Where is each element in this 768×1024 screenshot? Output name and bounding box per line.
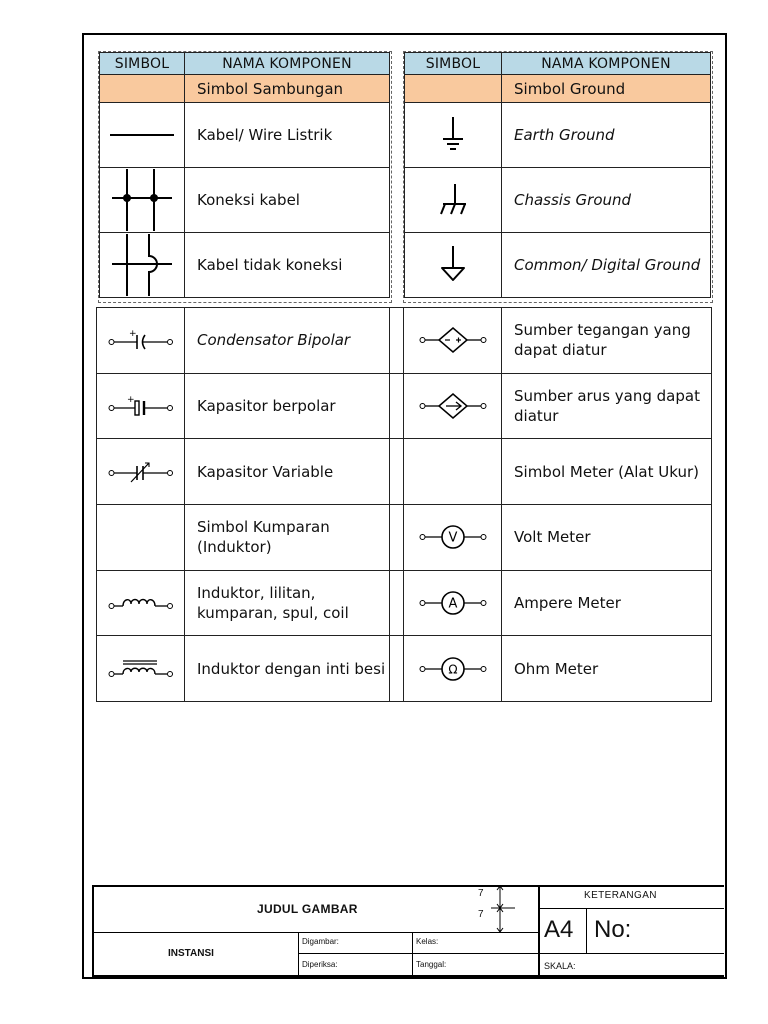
controlled-current-source-icon (404, 373, 502, 439)
bipolar-capacitor-icon (97, 308, 185, 374)
connection-symbols-table (99, 52, 390, 298)
connected-wire-symbol-icon (100, 168, 185, 233)
component-name: Induktor, lilitan, kumparan, spul, coil (185, 570, 390, 636)
section-symbol-cell (405, 75, 502, 103)
spacer-cell (390, 505, 404, 571)
spacer-cell (390, 308, 404, 374)
unconnected-wire-symbol-icon (100, 233, 185, 298)
component-name: Volt Meter (502, 505, 712, 571)
component-name: Kapasitor berpolar (185, 373, 390, 439)
component-name: Earth Ground (502, 103, 711, 168)
section-title-ground: Simbol Ground (502, 75, 711, 103)
component-name: Induktor dengan inti besi (185, 636, 390, 702)
empty-symbol-cell (97, 505, 185, 571)
judul-gambar-label: JUDUL GAMBAR (257, 902, 358, 916)
inductor-icon (97, 570, 185, 636)
tb-top-line (92, 885, 724, 887)
voltmeter-glyph: V (448, 530, 457, 546)
component-symbols-table (96, 307, 712, 702)
kelas-label: Kelas: (416, 937, 439, 946)
variable-capacitor-icon (97, 439, 185, 505)
polarized-capacitor-icon (97, 373, 185, 439)
section-title-sambungan: Simbol Sambungan (185, 75, 390, 103)
tb-row-line (298, 953, 538, 954)
diperiksa-label: Diperiksa: (302, 960, 338, 969)
spacer-cell (390, 439, 404, 505)
tb-right-line1 (538, 908, 724, 909)
section-title-kumparan: Simbol Kumparan (Induktor) (185, 505, 390, 571)
component-name: Kapasitor Variable (185, 439, 390, 505)
controlled-voltage-source-icon (404, 308, 502, 374)
component-name: Koneksi kabel (185, 168, 390, 233)
tanggal-label: Tanggal: (416, 960, 447, 969)
tb-col-a (298, 932, 299, 977)
component-name: Ampere Meter (502, 570, 712, 636)
dimension-bottom-text: 7 (478, 909, 484, 920)
skala-label: SKALA: (544, 961, 576, 971)
spacer-cell (390, 373, 404, 439)
spacer-cell (390, 636, 404, 702)
tb-bottom-line (92, 975, 724, 977)
ammeter-glyph: A (448, 596, 457, 612)
empty-symbol-cell (404, 439, 502, 505)
tb-a4-divider (586, 909, 587, 953)
title-block (92, 885, 724, 977)
component-name: Common/ Digital Ground (502, 233, 711, 298)
ammeter-icon (404, 570, 502, 636)
voltmeter-icon (404, 505, 502, 571)
svg-text:+: + (126, 395, 135, 406)
section-title-meter: Simbol Meter (Alat Ukur) (502, 439, 712, 505)
chassis-ground-icon (405, 168, 502, 233)
iron-core-inductor-icon (97, 636, 185, 702)
tb-col-b (412, 932, 413, 977)
tb-col-right (538, 885, 540, 977)
component-name: Sumber tegangan yang dapat diatur (502, 308, 712, 374)
digital-ground-icon (405, 233, 502, 298)
nama-komponen-header: NAMA KOMPONEN (502, 53, 711, 75)
tb-right-line2 (538, 953, 724, 954)
drawing-number-label: No: (594, 916, 632, 943)
component-name: Condensator Bipolar (185, 308, 390, 374)
component-name: Ohm Meter (502, 636, 712, 702)
component-name: Kabel tidak koneksi (185, 233, 390, 298)
component-name: Sumber arus yang dapat diatur (502, 373, 712, 439)
simbol-header: SIMBOL (100, 53, 185, 75)
tb-mid-line (92, 932, 538, 933)
simbol-header: SIMBOL (405, 53, 502, 75)
ohmmeter-icon (404, 636, 502, 702)
spacer-cell (390, 570, 404, 636)
ohmmeter-glyph: Ω (447, 662, 458, 677)
wire-symbol-icon (100, 103, 185, 168)
keterangan-label: KETERANGAN (584, 890, 657, 901)
ground-symbols-table (404, 52, 711, 298)
section-symbol-cell (100, 75, 185, 103)
digambar-label: Digambar: (302, 937, 339, 946)
instansi-label: INSTANSI (168, 948, 214, 959)
paper-size-text: A4 (544, 916, 574, 943)
svg-text:+: + (128, 329, 137, 340)
earth-ground-icon (405, 103, 502, 168)
nama-komponen-header: NAMA KOMPONEN (185, 53, 390, 75)
tb-left-line (92, 885, 94, 977)
dimension-top-text: 7 (478, 888, 484, 899)
component-name: Chassis Ground (502, 168, 711, 233)
component-name: Kabel/ Wire Listrik (185, 103, 390, 168)
dimension-marker-icon (487, 885, 517, 933)
